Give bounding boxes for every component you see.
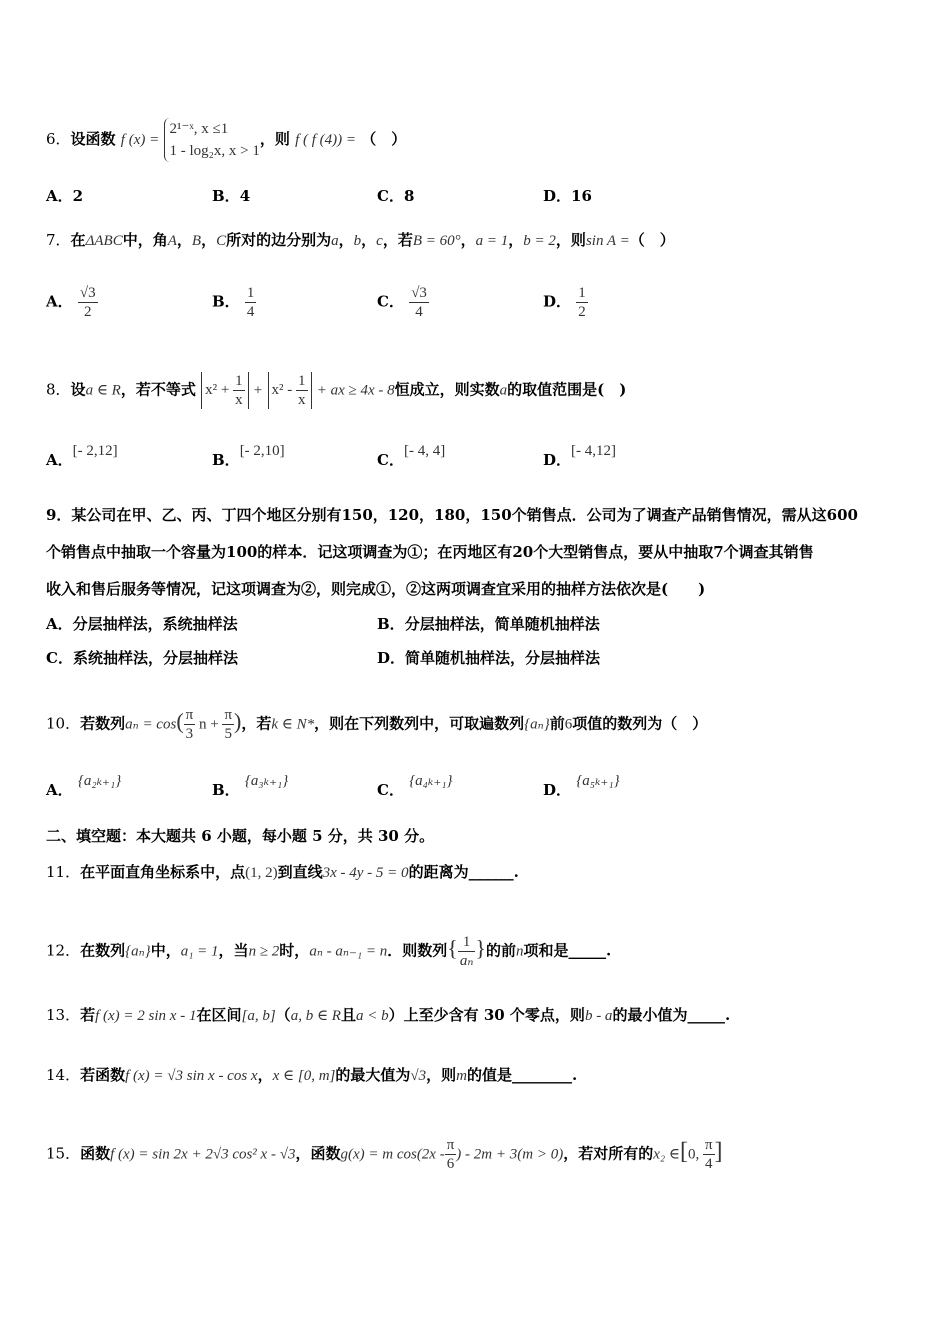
question-number: 13． — [46, 1006, 81, 1024]
formula-cond: a = 1 — [475, 233, 509, 249]
question-text: 项值的数列为（ ） — [572, 714, 708, 733]
var-c: c — [376, 233, 383, 249]
question-text: 恒成立，则实数 — [394, 380, 500, 399]
question-text: 若数列 — [80, 714, 126, 733]
question-text: 函数 — [80, 1144, 111, 1163]
option-c — [46, 648, 238, 668]
fraction-numerator: 1 — [578, 285, 586, 301]
var-b: b — [353, 233, 362, 249]
option-c — [377, 443, 446, 471]
option-label: B． — [212, 292, 240, 311]
question-text: 且 — [340, 1006, 356, 1024]
question-number: 7． — [46, 231, 71, 249]
question-number: 10． — [46, 714, 81, 733]
option-c — [377, 186, 414, 206]
formula-recurrence: aₙ - aₙ₋₁ = n — [309, 943, 388, 960]
question-10: 10．若数列aₙ = cos( $\frac{\pi}{3}$ n + $\frac{\pi}{5}$ )，若k ∈ N*，则在下列数列中，可取遍数列{aₙ}前6项值的数列为（ ） — [46, 707, 708, 742]
formula-seq: {aₙ} — [125, 943, 151, 960]
fraction-denominator: 4 — [415, 304, 423, 320]
option-fraction — [245, 284, 257, 321]
option-a — [46, 614, 238, 634]
formula-cond: a, b ∈ R — [290, 1008, 341, 1024]
question-number: 12． — [46, 941, 81, 960]
option-label: B． — [212, 187, 240, 205]
punct: ， — [176, 231, 192, 249]
question-7 — [46, 230, 675, 251]
question-text-line: 9．某公司在甲、乙、丙、丁四个地区分别有150，120，180，150个销售点．公司为了调查产品销售情况，需从这600 — [46, 506, 858, 524]
option-label: C． — [377, 292, 404, 311]
punct: ， — [257, 1066, 273, 1084]
formula-ask: sin A = — [585, 233, 630, 249]
option-text: 4 — [239, 187, 251, 205]
option-label: C． — [377, 781, 404, 799]
question-text: ，则 — [259, 130, 290, 148]
option-label: A． — [46, 451, 73, 469]
question-12: 12．在数列{aₙ}中，a₁ = 1，当n ≥ 2时，aₙ - aₙ₋₁ = n．则数列{ $\frac{1}{\text{aₙ}}$ }的前n项和是_____. — [46, 934, 612, 969]
question-text: ，若 — [382, 231, 413, 249]
fraction-numerator: √3 — [79, 285, 96, 301]
formula-number: 6 — [564, 716, 573, 733]
question-text: 到直线 — [277, 863, 323, 881]
option-d — [543, 773, 620, 801]
punct: ， — [460, 231, 476, 249]
piecewise-case-1: 2¹⁻ˣ, x ≤1 — [169, 121, 229, 137]
formula-fx: f (x) = 2 sin x - 1 — [95, 1008, 197, 1024]
formula-cond: k ∈ N* — [271, 716, 315, 733]
option-fraction — [78, 284, 98, 321]
formula-cond: b = 2 — [523, 233, 556, 249]
option-label: C． — [377, 451, 404, 469]
question-text: 若 — [80, 1006, 96, 1024]
question-text: 若函数 — [80, 1066, 126, 1084]
question-8: 8．设a ∈ R，若不等式 x² + $\frac{1}{x}$ + x² - $\frac{1}{x}$ + ax ≥ 4x - 8恒成立，则实数a的取值范围是( ) — [46, 373, 627, 408]
question-text: ）上至少含有 30 个零点，则 — [388, 1006, 585, 1024]
formula-an: aₙ = cos — [125, 716, 177, 733]
option-d — [377, 648, 600, 668]
formula-cond: a < b — [355, 1008, 389, 1024]
option-text: {a₃ₖ₊₁} — [244, 773, 289, 789]
option-text: 分层抽样法，系统抽样法 — [72, 615, 238, 633]
fraction-numerator: 1 — [246, 285, 255, 301]
option-text: [- 4,12] — [571, 443, 617, 459]
question-text: 所对的边分别为 — [226, 231, 332, 249]
option-b — [212, 186, 250, 206]
question-text: 在数列 — [80, 941, 126, 960]
abs-term-2: x² - $\frac{1}{x}$ — [268, 372, 312, 409]
question-11 — [46, 862, 519, 883]
question-number: 8． — [46, 380, 71, 399]
abs-term-1: x² + $\frac{1}{x}$ — [201, 372, 248, 409]
question-text: 的最大值为 — [335, 1066, 411, 1084]
option-b — [212, 773, 289, 801]
punct: ， — [508, 231, 524, 249]
piecewise-case-2: 1 - log₂x, x > 1 — [169, 143, 260, 159]
option-label: B． — [377, 615, 405, 633]
question-text: ，则在下列数列中，可取遍数列 — [314, 714, 525, 733]
option-text: 2 — [72, 187, 84, 205]
formula-expr: b - a — [584, 1008, 613, 1024]
option-d — [543, 186, 592, 206]
punct: ， — [201, 231, 217, 249]
option-fraction — [576, 284, 588, 321]
var-A: A — [167, 233, 177, 249]
question-text: 时， — [279, 941, 310, 960]
option-text: [- 2,12] — [72, 443, 118, 459]
question-text: 的距离为______. — [408, 863, 519, 881]
question-text: ．则数列 — [387, 941, 448, 960]
question-number: 15． — [46, 1144, 81, 1163]
punct: ， — [338, 231, 354, 249]
question-13 — [46, 1005, 730, 1026]
formula-ffx: f ( f (4)) = — [295, 132, 357, 148]
question-text: 的前 — [485, 941, 516, 960]
option-a — [46, 773, 122, 801]
fraction-denominator: 4 — [246, 304, 255, 320]
formula-fx: f (x) = — [120, 132, 160, 148]
question-number: 6． — [46, 130, 71, 148]
question-text: ，若不等式 — [120, 380, 196, 399]
punct: ， — [361, 231, 377, 249]
option-label: D． — [543, 292, 572, 311]
question-text: 项和是_____. — [523, 941, 612, 960]
question-text: 的取值范围是( ) — [507, 380, 627, 399]
fraction-denominator: 2 — [83, 304, 92, 320]
option-label: C． — [377, 187, 404, 205]
var-m: m — [456, 1068, 467, 1084]
option-c — [377, 773, 453, 801]
question-text: ，当 — [218, 941, 249, 960]
option-label: D． — [543, 781, 572, 799]
question-text: 设 — [70, 380, 86, 399]
option-label: A． — [46, 292, 73, 311]
formula-cond: B = 60° — [412, 233, 461, 249]
question-text: 中， — [150, 941, 181, 960]
option-b — [212, 284, 256, 321]
formula-fx: f (x) = sin 2x + 2√3 cos² x - √3 — [110, 1146, 296, 1163]
var-C: C — [216, 233, 227, 249]
question-text: ，若对所有的 — [563, 1144, 654, 1163]
option-a — [46, 443, 118, 471]
question-text-line: 收入和售后服务等情况，记这项调查为②，则完成①，②这两项调查宜采用的抽样方法依次是( ) — [46, 580, 706, 598]
question-text: 在平面直角坐标系中，点 — [80, 863, 246, 881]
option-label: D． — [543, 451, 572, 469]
option-d — [543, 284, 588, 321]
formula-gx-tail: ) - 2m + 3 — [456, 1146, 518, 1163]
option-a — [46, 186, 83, 206]
question-15: 15．函数f (x) = sin 2x + 2√3 cos² x - √3，函数g(x) = m cos(2x - $\frac{\pi}{6}$ ) - 2m + 3(m > 0)，若对所有的x₂ ∈[0, $\frac{\pi}{4}$ ] — [46, 1137, 723, 1172]
option-text: 8 — [403, 187, 415, 205]
option-c — [377, 284, 429, 321]
option-a — [46, 284, 98, 321]
piecewise-brace — [164, 118, 259, 162]
question-text: 的值是________. — [467, 1066, 578, 1084]
question-text: 的最小值为_____. — [612, 1006, 731, 1024]
var-B: B — [191, 233, 202, 249]
fraction-denominator: 2 — [578, 304, 586, 320]
option-label: A． — [46, 187, 73, 205]
option-text: {a₅ₖ₊₁} — [576, 773, 620, 789]
formula-point: (1, 2) — [245, 865, 278, 881]
question-number: 14． — [46, 1066, 81, 1084]
answer-paren: （ ） — [629, 231, 675, 249]
formula-triangle: ΔABC — [85, 233, 123, 249]
question-text-line: 个销售点中抽取一个容量为100的样本．记这项调查为①；在丙地区有20个大型销售点，要从中抽取7个调查其销售 — [46, 543, 814, 561]
option-text: [- 2,10] — [239, 443, 285, 459]
option-text: 分层抽样法，简单随机抽样法 — [404, 615, 600, 633]
option-text: {a₂ₖ₊₁} — [77, 773, 122, 789]
option-text: {a₄ₖ₊₁} — [409, 773, 453, 789]
formula-cond: (m > 0) — [517, 1146, 564, 1163]
question-14 — [46, 1065, 577, 1086]
option-label: D． — [543, 187, 572, 205]
option-label: A． — [46, 615, 73, 633]
formula-gx: g(x) = m cos(2x - — [340, 1146, 445, 1163]
question-text: 中，角 — [122, 231, 168, 249]
question-text: ，函数 — [295, 1144, 341, 1163]
option-label: B． — [212, 451, 240, 469]
option-text: 系统抽样法，分层抽样法 — [72, 649, 238, 667]
formula-a1: a₁ = 1 — [180, 943, 219, 960]
question-text: （ — [275, 1006, 291, 1024]
option-fraction — [409, 284, 429, 321]
option-label: A． — [46, 781, 73, 799]
answer-paren: （ ） — [361, 130, 407, 148]
question-9 — [46, 497, 906, 608]
formula-inequality-tail: + ax ≥ 4x - 8 — [316, 382, 395, 399]
option-b — [212, 443, 285, 471]
formula-cond: n ≥ 2 — [248, 943, 280, 960]
var-n: n — [515, 943, 524, 960]
formula-max: √3 — [410, 1068, 427, 1084]
formula-x2: x₂ ∈ — [653, 1146, 680, 1163]
question-text: ，若 — [241, 714, 272, 733]
option-d — [543, 443, 617, 471]
formula-domain: x ∈ [0, m] — [272, 1068, 336, 1084]
formula-cond: a ∈ R — [85, 382, 121, 399]
formula-fx: f (x) = √3 sin x - cos x — [125, 1068, 258, 1084]
section-heading: 二、填空题：本大题共 6 小题，每小题 5 分，共 30 分。 — [46, 827, 435, 845]
question-text: 设函数 — [70, 130, 116, 148]
question-text: ，则 — [426, 1066, 457, 1084]
var-a: a — [499, 382, 508, 399]
option-label: D． — [377, 649, 406, 667]
question-text: ，则 — [555, 231, 586, 249]
question-number: 11． — [46, 863, 81, 881]
formula-seq: {aₙ} — [524, 716, 550, 733]
formula-interval: [a, b] — [241, 1008, 276, 1024]
question-6 — [46, 118, 406, 162]
option-text: 16 — [571, 187, 592, 205]
option-label: B． — [212, 781, 240, 799]
option-text: [- 4, 4] — [403, 443, 446, 459]
question-text: 前 — [549, 714, 565, 733]
var-a: a — [331, 233, 339, 249]
question-text: 在 — [70, 231, 86, 249]
option-b — [377, 614, 600, 634]
option-text: 简单随机抽样法，分层抽样法 — [405, 649, 601, 667]
option-label: C． — [46, 649, 73, 667]
question-text: 在区间 — [196, 1006, 242, 1024]
fraction-numerator: √3 — [411, 285, 427, 301]
formula-line: 3x - 4y - 5 = 0 — [322, 865, 409, 881]
